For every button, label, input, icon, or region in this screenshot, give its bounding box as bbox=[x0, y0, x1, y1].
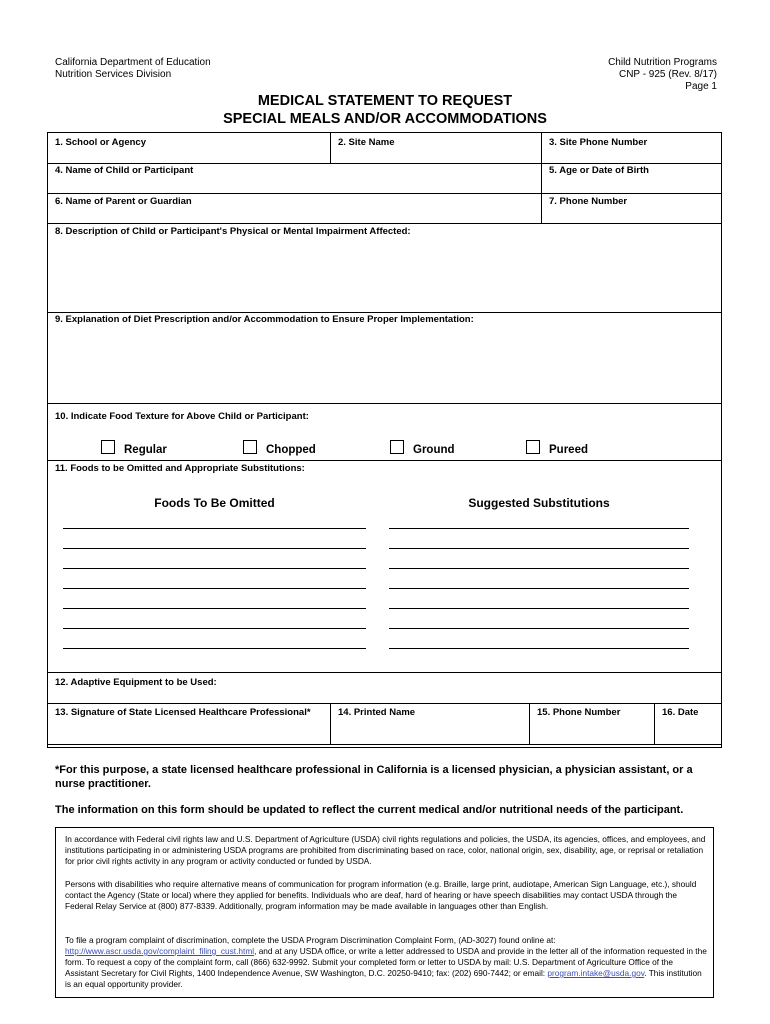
division-name: Nutrition Services Division bbox=[55, 69, 172, 80]
complaint-email-link[interactable]: program.intake@usda.gov bbox=[547, 968, 645, 978]
omitted-food-line[interactable] bbox=[63, 548, 366, 549]
complaint-text-b: , and at any USDA office, or write a letter addressed to USDA and provide in the letter all of the information requested in the form. To request a copy of the complaint form, call (866) 632-9992. Submit your completed form or letter to USDA by mail: U.S. Department of Agriculture Office of the Assistant Secretary for Civil Rights, 1400 Independence Avenue, SW Washington, D.C. 20250-9410; fax: (202) 690-7442; or email: bbox=[65, 946, 707, 978]
foods-omitted-label: 11. Foods to be Omitted and Appropriate Substitutions: bbox=[55, 463, 305, 474]
department-name: California Department of Education bbox=[55, 57, 211, 68]
parent-name-field[interactable]: 6. Name of Parent or Guardian bbox=[55, 196, 192, 207]
regular-checkbox[interactable] bbox=[101, 440, 115, 454]
substitution-line[interactable] bbox=[389, 628, 689, 629]
chopped-label: Chopped bbox=[266, 444, 316, 456]
row-divider bbox=[47, 672, 722, 673]
substitution-line[interactable] bbox=[389, 588, 689, 589]
title-line-2: SPECIAL MEALS AND/OR ACCOMMODATIONS bbox=[223, 111, 547, 127]
phone-number-15-field[interactable]: 15. Phone Number bbox=[537, 707, 621, 718]
nondiscrimination-paragraph-3 bbox=[65, 935, 707, 990]
column-divider bbox=[330, 703, 331, 744]
row-divider bbox=[47, 460, 722, 461]
row-divider bbox=[47, 744, 722, 745]
form-main-box bbox=[47, 132, 722, 748]
adaptive-equipment-field[interactable]: 12. Adaptive Equipment to be Used: bbox=[55, 677, 217, 688]
form-title bbox=[0, 92, 770, 128]
substitution-line[interactable] bbox=[389, 608, 689, 609]
row-divider bbox=[47, 163, 722, 164]
row-divider bbox=[47, 312, 722, 313]
signature-field[interactable]: 13. Signature of State Licensed Healthcare Professional* bbox=[55, 707, 311, 718]
impairment-description-field[interactable]: 8. Description of Child or Participant's Physical or Mental Impairment Affected: bbox=[55, 226, 411, 237]
pureed-checkbox[interactable] bbox=[526, 440, 540, 454]
child-name-field[interactable]: 4. Name of Child or Participant bbox=[55, 165, 194, 176]
ground-checkbox[interactable] bbox=[390, 440, 404, 454]
row-divider bbox=[47, 193, 722, 194]
substitution-line[interactable] bbox=[389, 568, 689, 569]
omitted-food-line[interactable] bbox=[63, 588, 366, 589]
omitted-food-line[interactable] bbox=[63, 608, 366, 609]
licensed-professional-footnote: *For this purpose, a state licensed healthcare professional in California is a licensed physician, a physician assistant, or a nurse practitioner. bbox=[55, 764, 693, 790]
complaint-text-a: To file a program complaint of discrimination, complete the USDA Program Discrimination Complaint Form, (AD-3027) found online at: bbox=[65, 935, 556, 945]
omitted-food-line[interactable] bbox=[63, 628, 366, 629]
date-field[interactable]: 16. Date bbox=[662, 707, 699, 718]
form-number: CNP - 925 (Rev. 8/17) bbox=[618, 69, 717, 80]
column-divider bbox=[541, 132, 542, 223]
substitution-line[interactable] bbox=[389, 548, 689, 549]
form-id-header bbox=[608, 57, 717, 93]
site-name-field[interactable]: 2. Site Name bbox=[338, 137, 395, 148]
phone-number-field[interactable]: 7. Phone Number bbox=[549, 196, 628, 207]
title-line-1: MEDICAL STATEMENT TO REQUEST bbox=[257, 93, 513, 109]
school-agency-field[interactable]: 1. School or Agency bbox=[55, 137, 146, 148]
nondiscrimination-paragraph-1: In accordance with Federal civil rights law and U.S. Department of Agriculture (USDA) civil rights regulations and policies, the USDA, its agencies, offices, and employees, and institutions participating in or administering USDA programs are prohibited from discriminating based on race, color, national origin, sex, disability, age, or reprisal or retaliation for prior civil rights activity in any program or activity conducted or funded by USDA. bbox=[65, 834, 706, 866]
complaint-text-c: . This institution is an equal opportunity provider. bbox=[65, 968, 702, 989]
site-phone-field[interactable]: 3. Site Phone Number bbox=[549, 137, 648, 148]
diet-explanation-field[interactable]: 9. Explanation of Diet Prescription and/or Accommodation to Ensure Proper Implementation: bbox=[55, 314, 474, 325]
pureed-label: Pureed bbox=[549, 444, 588, 456]
substitution-line[interactable] bbox=[389, 528, 689, 529]
age-dob-field[interactable]: 5. Age or Date of Birth bbox=[549, 165, 649, 176]
nondiscrimination-paragraph-2: Persons with disabilities who require alternative means of communication for program information (e.g. Braille, large print, audiotape, American Sign Language, etc.), should contact the Agency (State or local) where they applied for benefits. Individuals who are deaf, hard of hearing or have speech disabilities may contact USDA through the Federal Relay Service at (800) 877-8339. Additionally, program information may be made available in languages other than English. bbox=[65, 879, 697, 911]
food-texture-label: 10. Indicate Food Texture for Above Child or Participant: bbox=[55, 411, 309, 422]
column-divider bbox=[529, 703, 530, 744]
printed-name-field[interactable]: 14. Printed Name bbox=[338, 707, 416, 718]
chopped-checkbox[interactable] bbox=[243, 440, 257, 454]
regular-label: Regular bbox=[124, 444, 167, 456]
row-divider bbox=[47, 703, 722, 704]
column-divider bbox=[654, 703, 655, 744]
page-number: Page 1 bbox=[685, 81, 717, 92]
omitted-food-line[interactable] bbox=[63, 648, 366, 649]
substitutions-header: Suggested Substitutions bbox=[468, 496, 610, 510]
foods-omitted-header: Foods To Be Omitted bbox=[154, 496, 275, 510]
update-note: The information on this form should be updated to reflect the current medical and/or nutritional needs of the participant. bbox=[55, 804, 684, 816]
ground-label: Ground bbox=[413, 444, 455, 456]
agency-header bbox=[55, 57, 211, 81]
row-divider bbox=[47, 403, 722, 404]
omitted-food-line[interactable] bbox=[63, 568, 366, 569]
complaint-form-link[interactable]: http://www.ascr.usda.gov/complaint_filing_cust.html bbox=[65, 946, 255, 956]
column-divider bbox=[330, 132, 331, 163]
omitted-food-line[interactable] bbox=[63, 528, 366, 529]
substitution-line[interactable] bbox=[389, 648, 689, 649]
row-divider bbox=[47, 223, 722, 224]
program-name: Child Nutrition Programs bbox=[608, 57, 717, 68]
